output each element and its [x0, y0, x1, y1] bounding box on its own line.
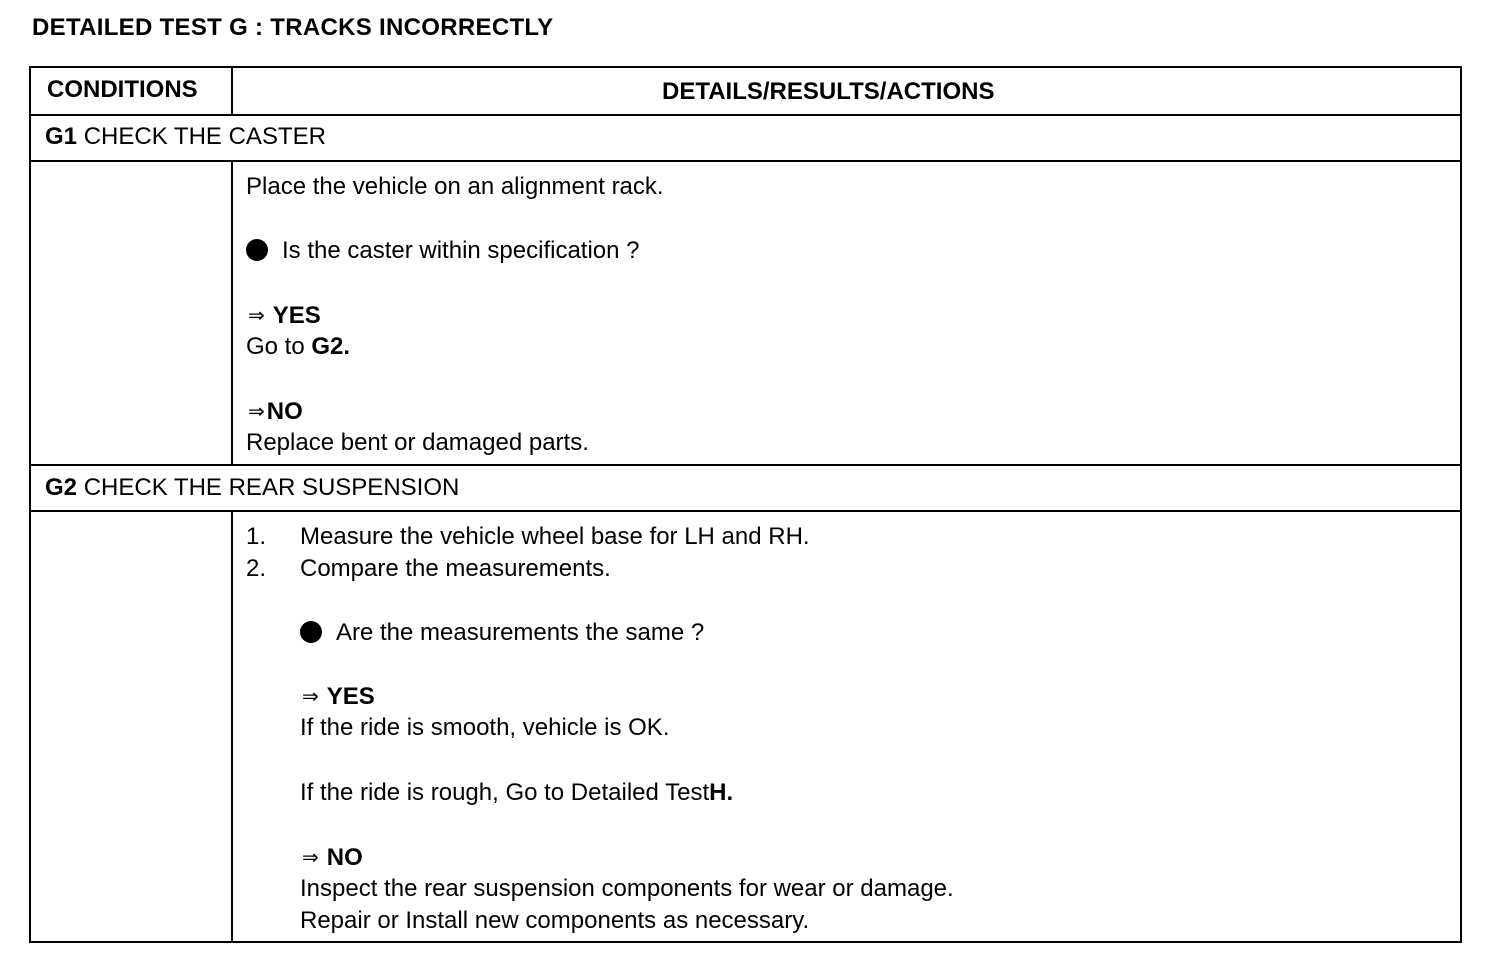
g1-no-result: ⇒NO	[248, 398, 303, 425]
g1-instruction: Place the vehicle on an alignment rack.	[246, 173, 664, 200]
test-table	[29, 66, 1462, 943]
right-arrow-icon: ⇒	[248, 399, 265, 423]
bullet-icon	[246, 239, 268, 261]
header-divider	[31, 114, 1460, 116]
g2-heading-top-divider	[31, 464, 1460, 466]
g1-heading-divider	[31, 160, 1460, 162]
g1-question: Is the caster within specification ?	[246, 236, 640, 266]
g2-heading-text: CHECK THE REAR SUSPENSION	[83, 474, 460, 501]
right-arrow-icon: ⇒	[302, 845, 319, 869]
page-title: DETAILED TEST G : TRACKS INCORRECTLY	[32, 14, 554, 41]
g1-code: G1	[45, 123, 78, 150]
right-arrow-icon: ⇒	[248, 303, 265, 327]
conditions-header: CONDITIONS	[47, 76, 198, 103]
g2-no-result: ⇒ NO	[302, 844, 363, 871]
test-h-reference: H.	[709, 779, 734, 806]
g2-step-2: 2. Compare the measurements.	[246, 555, 611, 582]
g2-heading-divider	[31, 510, 1460, 512]
g2-no-action-2: Repair or Install new components as necessary.	[300, 907, 810, 934]
g1-yes-result: ⇒ YES	[248, 302, 321, 329]
g2-yes-result: ⇒ YES	[302, 683, 375, 710]
g2-code: G2	[45, 474, 78, 501]
g2-reference: G2.	[311, 333, 351, 360]
g1-no-action: Replace bent or damaged parts.	[246, 429, 589, 456]
g1-column-divider	[231, 162, 233, 464]
details-header: DETAILS/RESULTS/ACTIONS	[662, 78, 995, 105]
g2-yes-action-2: If the ride is rough, Go to Detailed TestH.	[300, 779, 734, 806]
bullet-icon	[300, 621, 322, 643]
g2-column-divider	[231, 512, 233, 941]
g2-step-1: 1. Measure the vehicle wheel base for LH and RH.	[246, 523, 810, 550]
g2-section-heading	[45, 473, 459, 503]
g2-yes-action-1: If the ride is smooth, vehicle is OK.	[300, 714, 670, 741]
g2-no-action-1: Inspect the rear suspension components for wear or damage.	[300, 875, 954, 902]
g1-heading-text: CHECK THE CASTER	[83, 123, 326, 150]
header-column-divider	[231, 68, 233, 114]
right-arrow-icon: ⇒	[302, 684, 319, 708]
g1-section-heading	[45, 122, 326, 152]
g1-yes-action: Go to G2.	[246, 333, 351, 360]
g2-question: Are the measurements the same ?	[300, 618, 704, 648]
